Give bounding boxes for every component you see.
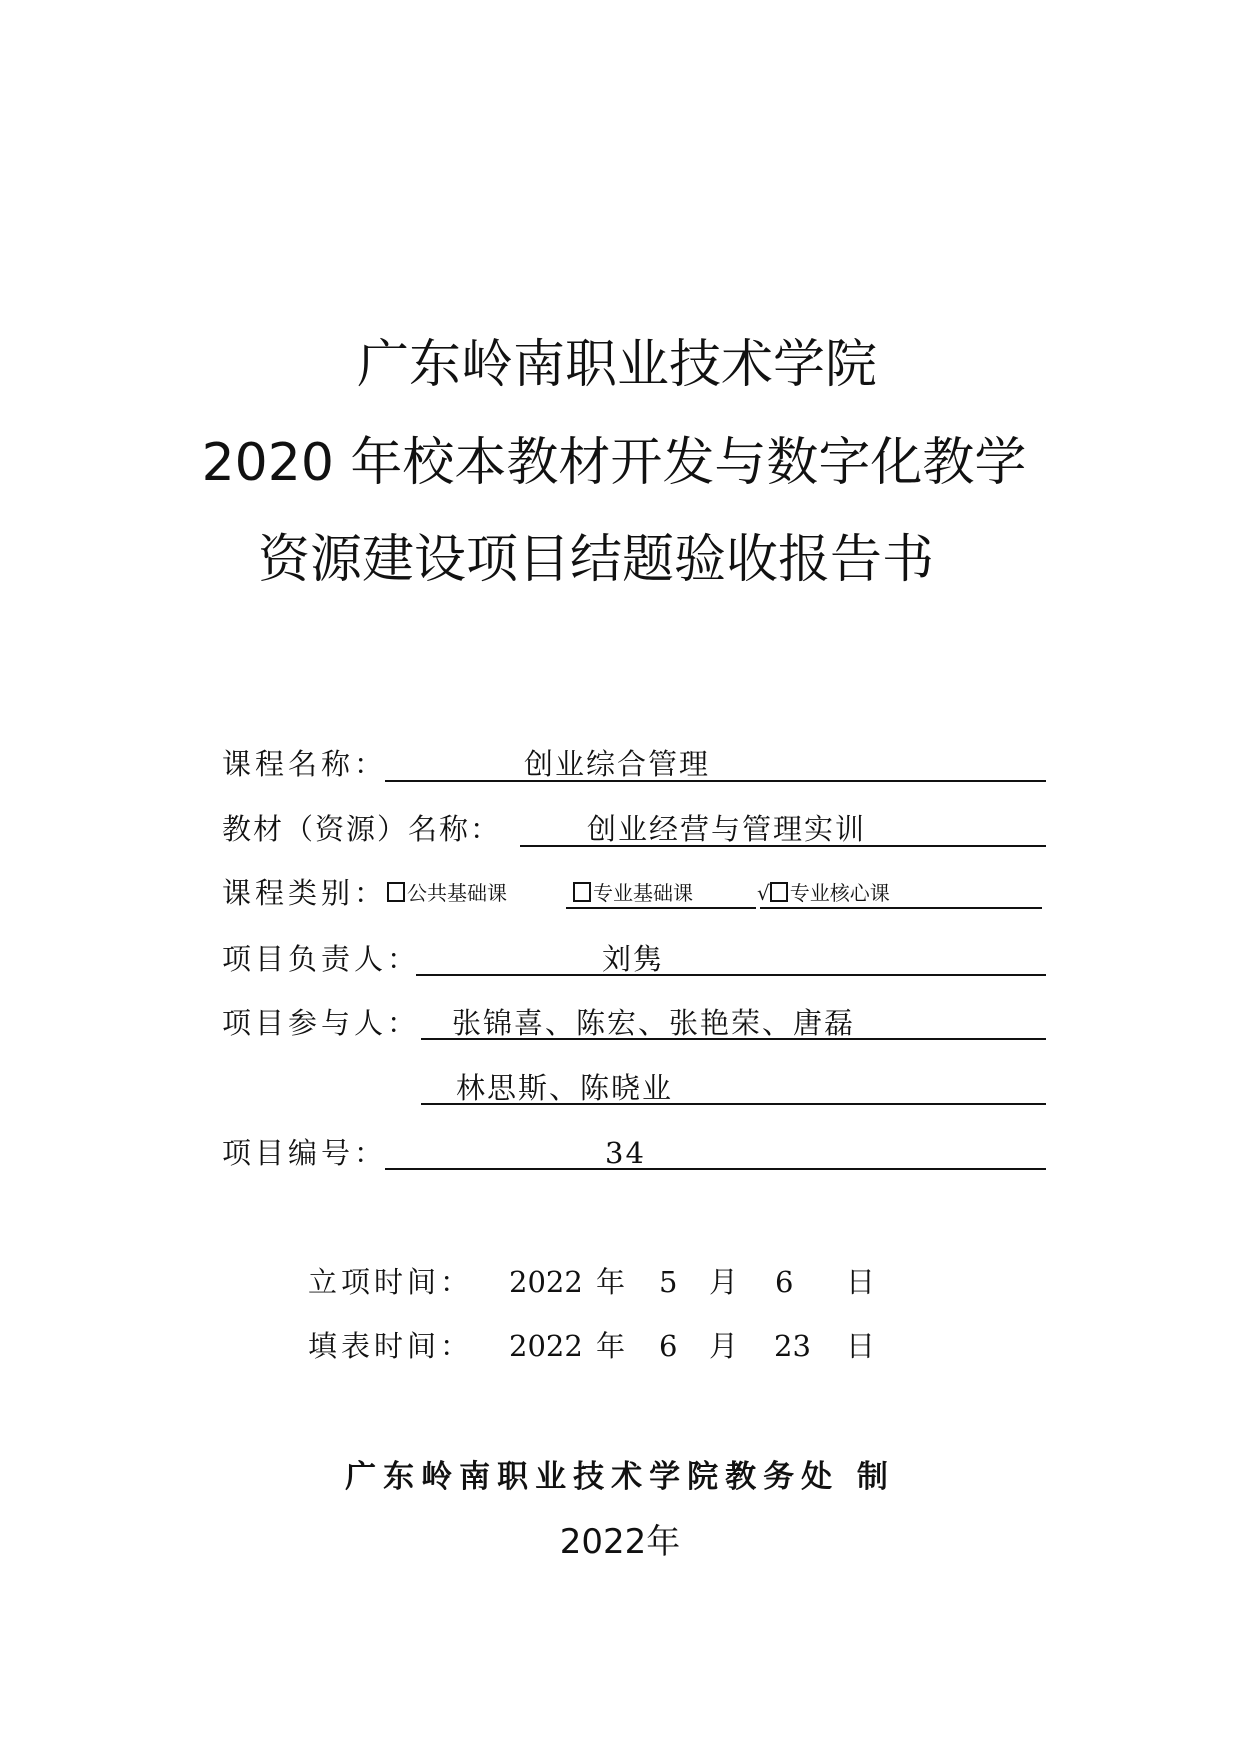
- year-unit: 年: [596, 1329, 626, 1363]
- course-name-value: 创业综合管理: [524, 747, 711, 781]
- category-option-label: 专业核心课: [789, 881, 890, 905]
- participants-line-2: 林思斯、陈晓业: [456, 1071, 674, 1105]
- category-option-core: [757, 878, 890, 908]
- start-month: 5: [659, 1265, 678, 1299]
- course-name-label: 课程名称：: [222, 747, 388, 781]
- course-name-underline: [385, 780, 1046, 782]
- day-unit: 日: [846, 1265, 876, 1299]
- footer-org: 广东岭南职业技术学院教务处 制: [345, 1459, 895, 1495]
- fill-year: 2022: [509, 1329, 583, 1363]
- month-unit: 月: [709, 1329, 739, 1363]
- checkbox-icon: [573, 882, 591, 902]
- start-date-row: [0, 1262, 1240, 1302]
- title-line-2: 2020 年校本教材开发与数字化教学: [201, 433, 1027, 493]
- fill-date-label: 填表时间：: [308, 1329, 474, 1363]
- project-no-value: 34: [605, 1136, 646, 1170]
- start-year: 2022: [509, 1265, 583, 1299]
- checkbox-icon: [770, 882, 788, 902]
- project-no-label: 项目编号：: [222, 1136, 388, 1170]
- project-no-underline: [385, 1168, 1046, 1170]
- start-day: 6: [775, 1265, 794, 1299]
- leader-label: 项目负责人：: [222, 942, 421, 976]
- textbook-value: 创业经营与管理实训: [587, 812, 867, 846]
- fill-date-row: [0, 1326, 1240, 1366]
- day-unit: 日: [846, 1329, 876, 1363]
- month-unit: 月: [709, 1265, 739, 1299]
- category-option-public: [387, 878, 507, 908]
- start-date-label: 立项时间：: [308, 1265, 474, 1299]
- textbook-label: 教材（资源）名称：: [222, 812, 502, 846]
- fill-month: 6: [659, 1329, 678, 1363]
- footer-year: 2022年: [559, 1522, 681, 1562]
- category-label: 课程类别：: [222, 876, 388, 910]
- checkbox-icon: [387, 882, 405, 902]
- category-option-label: 专业基础课: [593, 881, 693, 905]
- leader-underline: [416, 974, 1046, 976]
- participants-line-1: 张锦喜、陈宏、张艳荣、唐磊: [452, 1006, 856, 1040]
- title-line-1: 广东岭南职业技术学院: [356, 335, 877, 395]
- category-option-basic: [573, 878, 693, 908]
- category-option-label: 公共基础课: [407, 881, 507, 905]
- title-line-3: 资源建设项目结题验收报告书: [257, 530, 934, 590]
- fill-day: 23: [774, 1329, 811, 1363]
- leader-value: 刘隽: [602, 942, 665, 976]
- year-unit: 年: [596, 1265, 626, 1299]
- participants-label: 项目参与人：: [222, 1006, 421, 1040]
- check-mark-icon: √: [757, 881, 770, 905]
